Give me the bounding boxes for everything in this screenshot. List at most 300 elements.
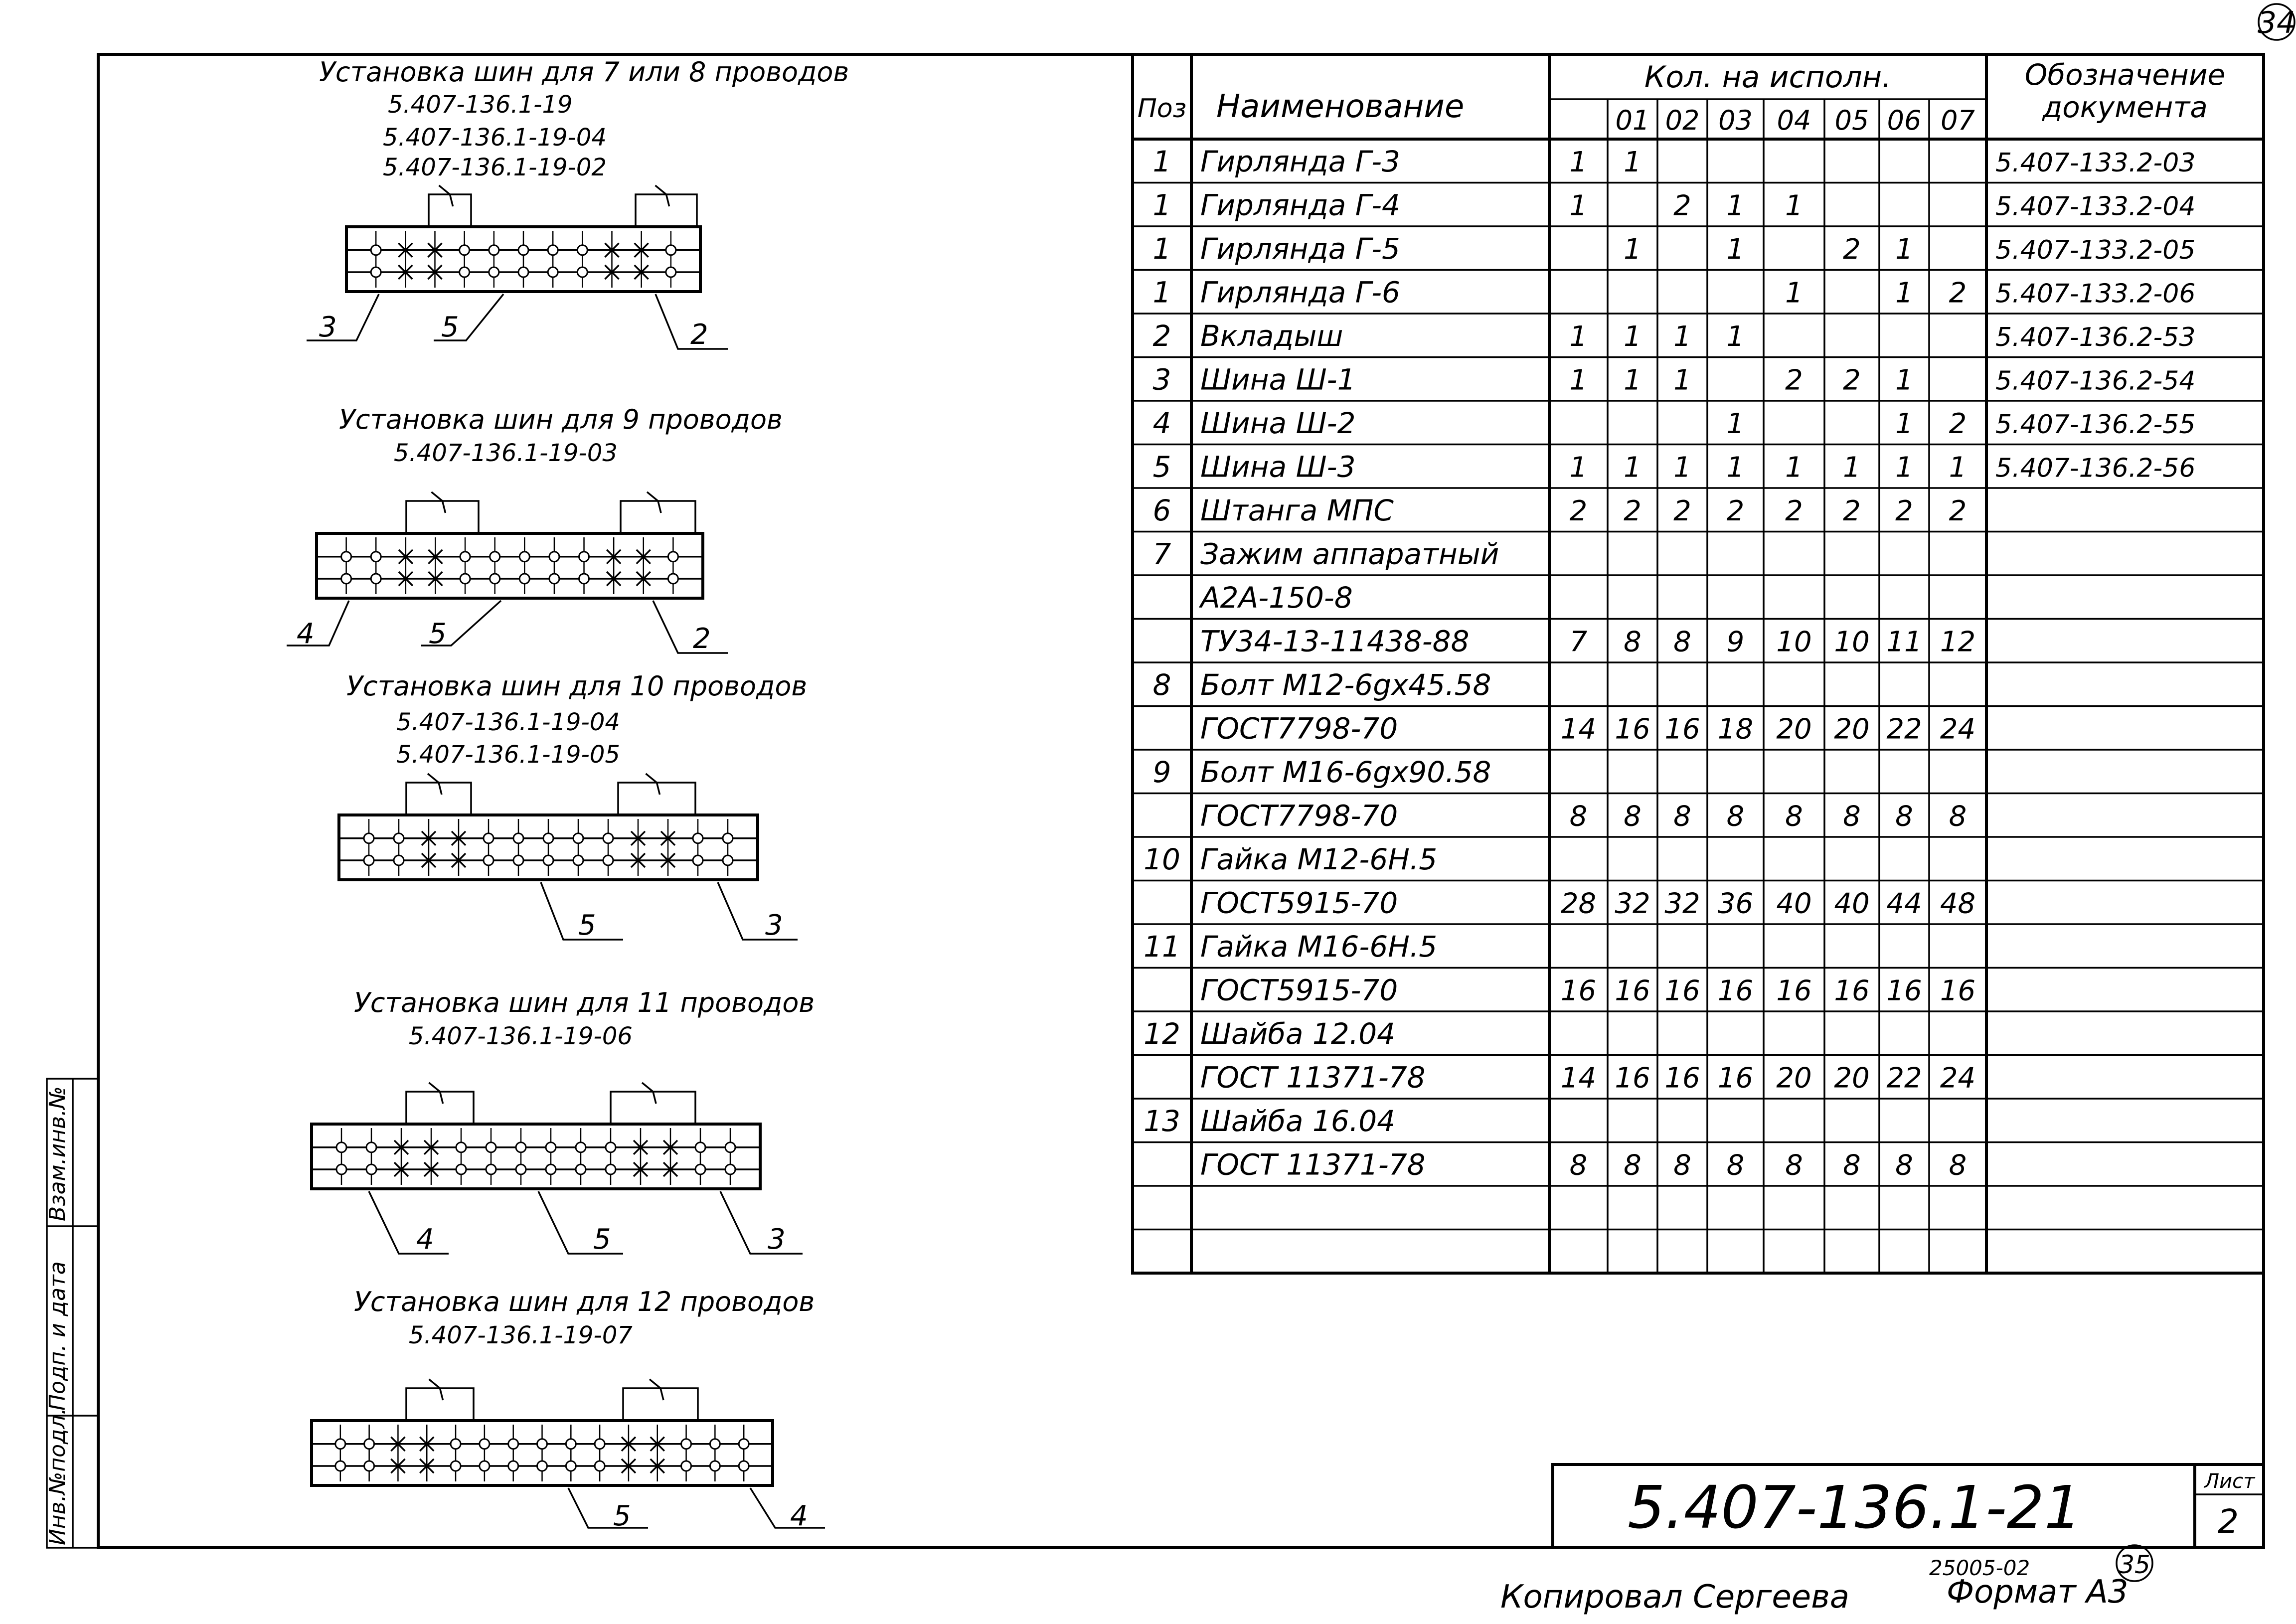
wire-point bbox=[490, 552, 500, 562]
cell-name: Гирлянда Г-6 bbox=[1200, 275, 1400, 310]
wire-point bbox=[546, 1142, 556, 1152]
table-row bbox=[1200, 1060, 1975, 1094]
wire-point bbox=[480, 1461, 490, 1471]
header-variant: 04 bbox=[1777, 105, 1811, 136]
wire-point bbox=[366, 1142, 376, 1152]
installation-doc: 5.407-136.1-19-05 bbox=[396, 741, 620, 769]
break-mark bbox=[647, 492, 661, 513]
cell-name: Шина Ш-1 bbox=[1200, 362, 1356, 397]
cell-pos: 9 bbox=[1152, 755, 1171, 789]
wire-point bbox=[336, 1142, 346, 1152]
cell-qty: 16 bbox=[1615, 713, 1650, 746]
wire-point bbox=[489, 245, 499, 255]
order-number: 25005-02 bbox=[1929, 1556, 2030, 1580]
cell-name: ГОСТ7798-70 bbox=[1200, 799, 1398, 833]
cell-qty: 1 bbox=[1673, 451, 1691, 484]
cell-qty: 16 bbox=[1717, 974, 1754, 1007]
circled-number: 35 bbox=[2119, 1550, 2150, 1579]
wire-point bbox=[693, 833, 703, 843]
installation-doc: 5.407-136.1-19-06 bbox=[409, 1022, 633, 1050]
header-doc: документа bbox=[2042, 90, 2208, 124]
wire-point bbox=[336, 1164, 346, 1174]
cell-qty: 2 bbox=[1843, 233, 1861, 266]
wire-point bbox=[489, 267, 499, 277]
cell-qty: 20 bbox=[1834, 713, 1870, 746]
cell-qty: 7 bbox=[1569, 626, 1588, 658]
cell-qty: 1 bbox=[1673, 320, 1691, 353]
callout-label: 2 bbox=[690, 319, 708, 351]
cell-doc: 5.407-133.2-06 bbox=[1995, 279, 2196, 309]
cell-qty: 16 bbox=[1664, 974, 1700, 1007]
table-row bbox=[1144, 842, 1437, 876]
busbar-outline bbox=[312, 1124, 760, 1189]
wire-point bbox=[518, 267, 528, 277]
cell-name: Гайка М12-6Н.5 bbox=[1200, 842, 1438, 876]
cell-name: Гирлянда Г-3 bbox=[1200, 144, 1400, 178]
cell-qty: 1 bbox=[1895, 233, 1913, 266]
break-mark bbox=[429, 1379, 443, 1400]
wire-point bbox=[576, 1164, 586, 1174]
cell-name: А2А-150-8 bbox=[1200, 580, 1353, 615]
cell-qty: 8 bbox=[1895, 1149, 1913, 1182]
table-row bbox=[1153, 319, 2196, 353]
cell-qty: 1 bbox=[1569, 451, 1588, 484]
cell-qty: 8 bbox=[1624, 626, 1641, 658]
cell-qty: 8 bbox=[1624, 800, 1641, 833]
cell-qty: 2 bbox=[1785, 494, 1803, 527]
cell-qty: 16 bbox=[1664, 1062, 1700, 1095]
cell-qty: 8 bbox=[1673, 626, 1691, 658]
cell-qty: 2 bbox=[1624, 494, 1641, 527]
header-variant: 01 bbox=[1615, 105, 1650, 136]
cell-name: Болт М12-6gх45.58 bbox=[1200, 667, 1491, 702]
cell-qty: 2 bbox=[1949, 494, 1967, 527]
cell-qty: 1 bbox=[1726, 320, 1745, 353]
busbar-drawing bbox=[339, 774, 758, 880]
sheet-label: Лист bbox=[2204, 1470, 2255, 1493]
wire-point bbox=[366, 1164, 376, 1174]
specification-table bbox=[1133, 54, 2264, 1273]
wire-point bbox=[681, 1439, 691, 1449]
cell-pos: 1 bbox=[1152, 231, 1171, 266]
cell-pos: 2 bbox=[1152, 319, 1171, 353]
header-pos: Поз bbox=[1137, 94, 1187, 124]
cell-qty: 16 bbox=[1834, 974, 1870, 1007]
copied-by: Копировал Сергеева bbox=[1500, 1579, 1849, 1616]
cell-qty: 22 bbox=[1886, 1062, 1922, 1095]
table-row bbox=[1153, 232, 2196, 266]
side-stamp bbox=[45, 1079, 98, 1548]
cell-qty: 8 bbox=[1673, 1149, 1691, 1182]
wire-point bbox=[543, 855, 553, 865]
table-row bbox=[1200, 799, 1967, 832]
cell-pos: 5 bbox=[1152, 450, 1171, 484]
wire-point bbox=[710, 1439, 720, 1449]
wire-point bbox=[543, 833, 553, 843]
cell-qty: 2 bbox=[1569, 494, 1588, 527]
wire-point bbox=[725, 1142, 735, 1152]
callout-label: 5 bbox=[578, 909, 596, 942]
busbar-drawing bbox=[346, 185, 700, 292]
cell-name: Шайба 16.04 bbox=[1200, 1104, 1396, 1138]
cell-qty: 1 bbox=[1949, 451, 1967, 484]
wire-point bbox=[341, 552, 351, 562]
cell-name: ГОСТ7798-70 bbox=[1200, 711, 1398, 746]
cell-qty: 36 bbox=[1717, 887, 1754, 920]
cell-qty: 1 bbox=[1624, 451, 1641, 484]
footer bbox=[1500, 1545, 2152, 1616]
cell-qty: 48 bbox=[1940, 887, 1976, 920]
installation-title: Установка шин для 12 проводов bbox=[354, 1286, 815, 1317]
stamp-replaced-inventory: Взам.инв.№ bbox=[45, 1086, 70, 1221]
wire-point bbox=[566, 1461, 576, 1471]
wire-point bbox=[695, 1164, 705, 1174]
wire-point bbox=[364, 1439, 374, 1449]
table-row bbox=[1153, 668, 1491, 702]
busbar-outline bbox=[317, 533, 703, 598]
cell-qty: 10 bbox=[1834, 626, 1870, 658]
wire-point bbox=[371, 267, 381, 277]
dimension-bracket bbox=[406, 1092, 474, 1124]
wire-point bbox=[486, 1142, 496, 1152]
callout-label: 5 bbox=[441, 311, 459, 343]
cell-qty: 1 bbox=[1843, 451, 1861, 484]
table-row bbox=[1144, 930, 1437, 964]
wire-point bbox=[371, 245, 381, 255]
table-row bbox=[1153, 537, 1499, 571]
dimension-bracket bbox=[611, 1092, 695, 1124]
installation-title: Установка шин для 11 проводов bbox=[354, 987, 815, 1018]
cell-qty: 1 bbox=[1673, 364, 1691, 397]
wire-point bbox=[364, 833, 374, 843]
cell-qty: 8 bbox=[1726, 800, 1745, 833]
cell-pos: 6 bbox=[1152, 493, 1171, 527]
dimension-bracket bbox=[406, 501, 479, 533]
cell-qty: 14 bbox=[1560, 1062, 1597, 1095]
cell-qty: 11 bbox=[1886, 626, 1922, 658]
header-qty-group: Кол. на исполн. bbox=[1644, 60, 1892, 95]
cell-pos: 7 bbox=[1152, 537, 1171, 571]
cell-doc: 5.407-136.2-53 bbox=[1995, 322, 2196, 352]
cell-doc: 5.407-133.2-04 bbox=[1995, 191, 2196, 222]
wire-point bbox=[576, 1142, 586, 1152]
cell-qty: 40 bbox=[1834, 887, 1870, 920]
installation-11-wires bbox=[312, 987, 815, 1256]
document-designation: 5.407-136.1-21 bbox=[1628, 1473, 2082, 1542]
wire-point bbox=[603, 855, 613, 865]
installation-doc: 5.407-136.1-19-04 bbox=[383, 124, 607, 152]
dimension-bracket bbox=[623, 1388, 698, 1421]
wire-point bbox=[549, 552, 559, 562]
callout-label: 5 bbox=[593, 1223, 611, 1256]
cell-qty: 1 bbox=[1569, 364, 1588, 397]
wire-point bbox=[513, 833, 523, 843]
wire-point bbox=[371, 552, 381, 562]
wire-point bbox=[456, 1142, 466, 1152]
cell-pos: 11 bbox=[1144, 929, 1180, 964]
cell-qty: 1 bbox=[1569, 146, 1588, 178]
wire-point bbox=[460, 245, 470, 255]
cell-qty: 9 bbox=[1726, 626, 1745, 658]
cell-qty: 8 bbox=[1624, 1149, 1641, 1182]
wire-point bbox=[537, 1439, 547, 1449]
cell-qty: 24 bbox=[1940, 713, 1976, 746]
wire-point bbox=[548, 267, 558, 277]
wire-point bbox=[606, 1142, 616, 1152]
cell-qty: 14 bbox=[1560, 713, 1597, 746]
wire-point bbox=[579, 552, 589, 562]
cell-name: Зажим аппаратный bbox=[1200, 537, 1499, 571]
wire-point bbox=[460, 552, 470, 562]
header-variant: 03 bbox=[1718, 105, 1753, 136]
cell-qty: 10 bbox=[1776, 626, 1812, 658]
top-sheet-number bbox=[2258, 4, 2296, 40]
wire-point bbox=[723, 855, 733, 865]
callout-label: 4 bbox=[297, 618, 315, 650]
cell-name: ГОСТ5915-70 bbox=[1200, 886, 1398, 920]
wire-point bbox=[460, 574, 470, 584]
cell-pos: 8 bbox=[1152, 667, 1171, 702]
cell-qty: 8 bbox=[1895, 800, 1913, 833]
callout-label: 5 bbox=[613, 1500, 631, 1532]
callout-label: 3 bbox=[768, 1223, 786, 1256]
table-row bbox=[1200, 886, 1975, 920]
table-row bbox=[1153, 188, 2196, 222]
cell-qty: 16 bbox=[1940, 974, 1976, 1007]
cell-doc: 5.407-136.2-54 bbox=[1995, 366, 2196, 396]
installation-doc: 5.407-136.1-19-07 bbox=[409, 1321, 633, 1349]
dimension-bracket bbox=[621, 501, 695, 533]
wire-point bbox=[710, 1461, 720, 1471]
wire-point bbox=[579, 574, 589, 584]
stamp-signature-date: Подп. и дата bbox=[45, 1261, 70, 1411]
callout-label: 2 bbox=[693, 623, 711, 655]
wire-point bbox=[577, 267, 587, 277]
header-doc: Обозначение bbox=[2024, 58, 2226, 92]
dimension-bracket bbox=[636, 194, 697, 227]
cell-qty: 12 bbox=[1940, 626, 1976, 658]
wire-point bbox=[666, 267, 676, 277]
callout-label: 3 bbox=[319, 311, 337, 343]
cell-qty: 22 bbox=[1886, 713, 1922, 746]
wire-point bbox=[508, 1439, 518, 1449]
callout-leaders bbox=[307, 294, 728, 349]
header-variant: 06 bbox=[1887, 105, 1922, 136]
cell-qty: 8 bbox=[1673, 800, 1691, 833]
cell-qty: 2 bbox=[1726, 494, 1745, 527]
cell-name: Гайка М16-6Н.5 bbox=[1200, 929, 1438, 964]
cell-qty: 18 bbox=[1717, 713, 1754, 746]
wire-point bbox=[335, 1461, 345, 1471]
cell-qty: 16 bbox=[1886, 974, 1922, 1007]
wire-point bbox=[577, 245, 587, 255]
break-mark bbox=[432, 492, 446, 513]
cell-qty: 8 bbox=[1785, 1149, 1803, 1182]
cell-qty: 16 bbox=[1560, 974, 1597, 1007]
cell-name: Штанга МПС bbox=[1200, 493, 1394, 527]
wire-point bbox=[693, 855, 703, 865]
break-mark bbox=[429, 1083, 443, 1104]
cell-name: ГОСТ 11371-78 bbox=[1200, 1147, 1426, 1182]
cell-qty: 8 bbox=[1843, 1149, 1861, 1182]
cell-qty: 1 bbox=[1785, 277, 1803, 310]
cell-qty: 8 bbox=[1843, 800, 1861, 833]
installation-title: Установка шин для 9 проводов bbox=[339, 404, 783, 435]
wire-point bbox=[480, 1439, 490, 1449]
wire-point bbox=[573, 833, 583, 843]
wire-point bbox=[603, 833, 613, 843]
cell-name: Шина Ш-2 bbox=[1200, 406, 1356, 440]
cell-doc: 5.407-133.2-05 bbox=[1995, 235, 2196, 265]
cell-doc: 5.407-136.2-55 bbox=[1995, 409, 2196, 440]
table-row bbox=[1153, 275, 2196, 309]
cell-name: Болт М16-6gх90.58 bbox=[1200, 755, 1491, 789]
header-variant: 05 bbox=[1834, 105, 1869, 136]
cell-qty: 1 bbox=[1624, 146, 1641, 178]
installation-doc: 5.407-136.1-19-03 bbox=[394, 439, 618, 467]
callout-leaders bbox=[568, 1488, 825, 1528]
cell-qty: 8 bbox=[1569, 1149, 1588, 1182]
callout-leaders bbox=[287, 601, 728, 653]
callout-label: 3 bbox=[765, 909, 783, 942]
cell-qty: 1 bbox=[1569, 320, 1588, 353]
dimension-bracket bbox=[406, 783, 471, 815]
cell-qty: 2 bbox=[1843, 494, 1861, 527]
cell-qty: 2 bbox=[1895, 494, 1913, 527]
header-name: Наименование bbox=[1216, 88, 1465, 125]
wire-point bbox=[394, 833, 404, 843]
cell-name: ТУ34-13-11438-88 bbox=[1200, 624, 1470, 658]
table-row bbox=[1200, 624, 1975, 658]
cell-doc: 5.407-133.2-03 bbox=[1995, 148, 2196, 178]
cell-qty: 44 bbox=[1886, 887, 1922, 920]
cell-qty: 16 bbox=[1615, 974, 1650, 1007]
cell-qty: 1 bbox=[1624, 364, 1641, 397]
cell-pos: 3 bbox=[1152, 362, 1171, 397]
installation-doc: 5.407-136.1-19-02 bbox=[383, 154, 607, 181]
table-row bbox=[1200, 973, 1975, 1007]
wire-point bbox=[516, 1142, 526, 1152]
table-row bbox=[1144, 1017, 1395, 1051]
cell-pos: 4 bbox=[1152, 406, 1171, 440]
cell-pos: 12 bbox=[1144, 1016, 1180, 1051]
wire-point bbox=[490, 574, 500, 584]
cell-qty: 1 bbox=[1785, 451, 1803, 484]
cell-name: Вкладыш bbox=[1200, 319, 1343, 353]
wire-point bbox=[549, 574, 559, 584]
cell-qty: 2 bbox=[1949, 277, 1967, 310]
cell-qty: 1 bbox=[1726, 451, 1745, 484]
dimension-bracket bbox=[429, 194, 471, 227]
cell-name: Гирлянда Г-4 bbox=[1200, 188, 1400, 222]
cell-pos: 1 bbox=[1152, 275, 1171, 310]
cell-qty: 16 bbox=[1615, 1062, 1650, 1095]
table-row bbox=[1153, 450, 2196, 484]
cell-qty: 1 bbox=[1624, 233, 1641, 266]
wire-point bbox=[537, 1461, 547, 1471]
wire-point bbox=[341, 574, 351, 584]
sheet-format: Формат А3 bbox=[1947, 1574, 2129, 1611]
cell-qty: 16 bbox=[1717, 1062, 1754, 1095]
wire-point bbox=[695, 1142, 705, 1152]
wire-point bbox=[335, 1439, 345, 1449]
wire-point bbox=[548, 245, 558, 255]
installation-12-wires bbox=[312, 1286, 825, 1532]
wire-point bbox=[546, 1164, 556, 1174]
header-variant: 02 bbox=[1665, 105, 1700, 136]
wire-point bbox=[519, 574, 529, 584]
wire-point bbox=[518, 245, 528, 255]
cell-pos: 10 bbox=[1144, 842, 1180, 876]
cell-qty: 20 bbox=[1834, 1062, 1870, 1095]
installation-doc: 5.407-136.1-19 bbox=[388, 91, 573, 119]
cell-qty: 1 bbox=[1785, 189, 1803, 222]
cell-qty: 28 bbox=[1560, 887, 1597, 920]
cell-qty: 2 bbox=[1949, 407, 1967, 440]
wire-point bbox=[513, 855, 523, 865]
cell-qty: 16 bbox=[1776, 974, 1812, 1007]
sheet-number: 2 bbox=[2218, 1502, 2239, 1541]
cell-qty: 1 bbox=[1895, 451, 1913, 484]
cell-qty: 1 bbox=[1895, 277, 1913, 310]
cell-name: ГОСТ 11371-78 bbox=[1200, 1060, 1426, 1095]
break-mark bbox=[428, 774, 442, 795]
busbar-drawing bbox=[312, 1379, 773, 1485]
wire-point bbox=[595, 1461, 605, 1471]
wire-point bbox=[668, 552, 678, 562]
wire-point bbox=[573, 855, 583, 865]
cell-qty: 2 bbox=[1843, 364, 1861, 397]
cell-qty: 40 bbox=[1776, 887, 1812, 920]
wire-point bbox=[739, 1439, 749, 1449]
break-mark bbox=[656, 185, 669, 206]
title-block bbox=[1553, 1464, 2264, 1548]
table-row bbox=[1153, 755, 1491, 789]
cell-qty: 8 bbox=[1785, 800, 1803, 833]
wire-point bbox=[460, 267, 470, 277]
cell-pos: 1 bbox=[1152, 144, 1171, 178]
wire-point bbox=[668, 574, 678, 584]
cell-qty: 1 bbox=[1569, 189, 1588, 222]
cell-qty: 2 bbox=[1785, 364, 1803, 397]
busbar-drawing bbox=[317, 492, 703, 598]
wire-point bbox=[723, 833, 733, 843]
cell-qty: 1 bbox=[1624, 320, 1641, 353]
installation-title: Установка шин для 10 проводов bbox=[346, 670, 808, 702]
wire-point bbox=[681, 1461, 691, 1471]
wire-point bbox=[456, 1164, 466, 1174]
callout-label: 4 bbox=[790, 1500, 808, 1532]
cell-name: Шина Ш-3 bbox=[1200, 450, 1356, 484]
break-mark bbox=[642, 1083, 656, 1104]
cell-qty: 20 bbox=[1776, 713, 1812, 746]
cell-qty: 16 bbox=[1664, 713, 1700, 746]
table-row bbox=[1198, 581, 1353, 615]
wire-point bbox=[484, 833, 493, 843]
wire-point bbox=[451, 1461, 461, 1471]
dimension-bracket bbox=[618, 783, 695, 815]
table-row bbox=[1200, 711, 1975, 745]
cell-qty: 32 bbox=[1615, 887, 1650, 920]
installation-7-8-wires bbox=[307, 56, 849, 351]
cell-qty: 1 bbox=[1895, 407, 1913, 440]
cell-qty: 8 bbox=[1949, 1149, 1967, 1182]
cell-qty: 8 bbox=[1726, 1149, 1745, 1182]
cell-qty: 1 bbox=[1726, 189, 1745, 222]
callout-label: 5 bbox=[429, 618, 447, 650]
cell-name: Гирлянда Г-5 bbox=[1200, 231, 1400, 266]
wire-point bbox=[364, 855, 374, 865]
